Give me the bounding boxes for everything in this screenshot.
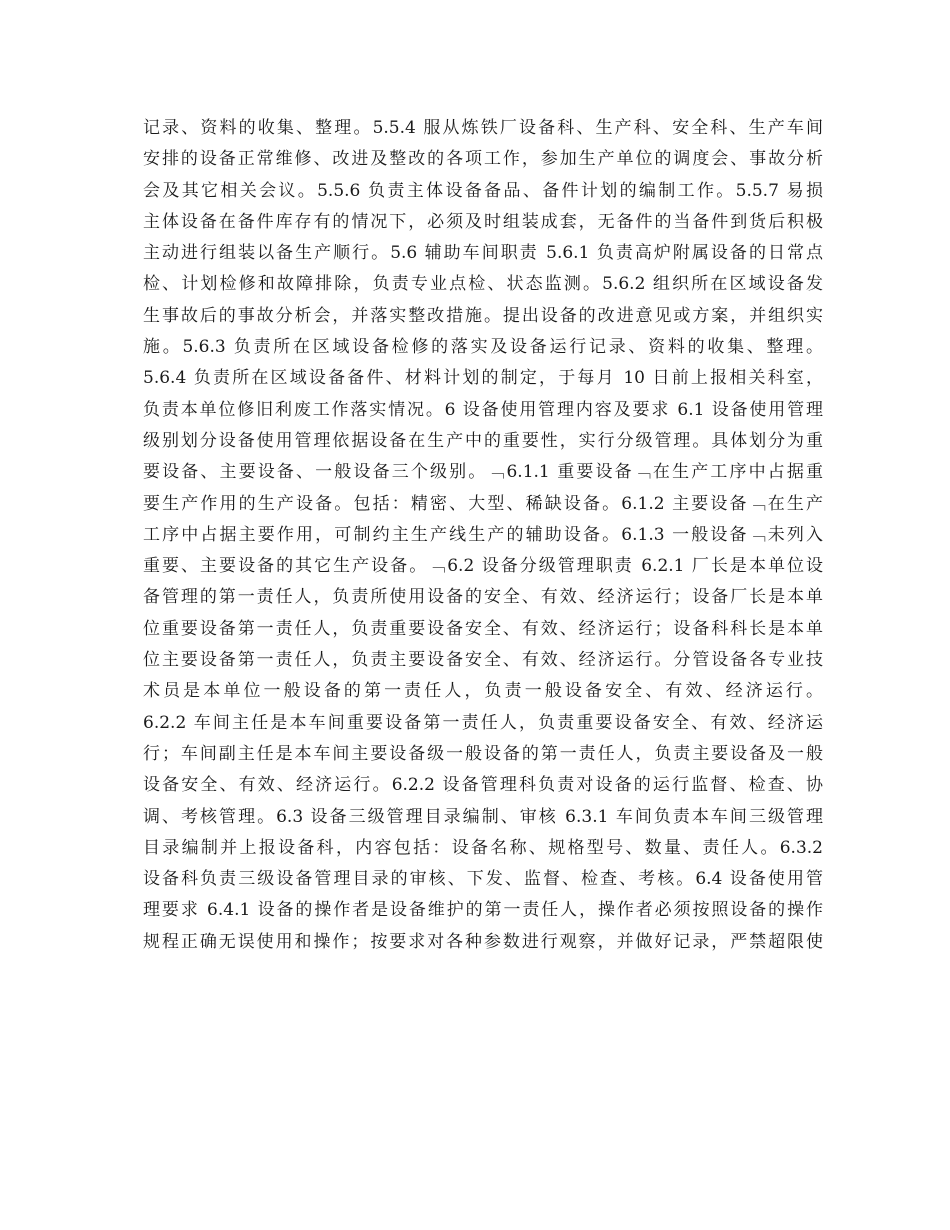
text-line: 检、计划检修和故障排除，负责专业点检、状态监测。5.6.2 组织所在区域设备发 xyxy=(143,274,823,295)
text-line: 设备科负责三级设备管理目录的审核、下发、监督、检查、考核。6.4 设备使用管 xyxy=(143,869,823,890)
text-line: 要生产作用的生产设备。包括：精密、大型、稀缺设备。6.1.2 主要设备﹁在生产 xyxy=(143,493,823,514)
document-body xyxy=(143,113,823,958)
text-line: 工序中占据主要作用，可制约主生产线生产的辅助设备。6.1.3 一般设备﹁未列入 xyxy=(143,524,823,545)
text-line: 重要、主要设备的其它生产设备。﹁6.2 设备分级管理职责 6.2.1 厂长是本单位设 xyxy=(143,556,823,577)
text-line: 施。5.6.3 负责所在区域设备检修的落实及设备运行记录、资料的收集、整理。 xyxy=(143,337,823,358)
text-line: 位重要设备第一责任人，负责重要设备安全、有效、经济运行；设备科科长是本单 xyxy=(143,618,823,639)
text-line: 调、考核管理。6.3 设备三级管理目录编制、审核 6.3.1 车间负责本车间三级管理 xyxy=(143,806,823,827)
text-line: 设备安全、有效、经济运行。6.2.2 设备管理科负责对设备的运行监督、检查、协 xyxy=(143,775,823,796)
text-line: 术员是本单位一般设备的第一责任人，负责一般设备安全、有效、经济运行。 xyxy=(143,681,823,702)
text-line: 主体设备在备件库存有的情况下，必须及时组装成套，无备件的当备件到货后积极 xyxy=(143,211,823,232)
text-line: 要设备、主要设备、一般设备三个级别。﹁6.1.1 重要设备﹁在生产工序中占据重 xyxy=(143,462,823,483)
text-line: 安排的设备正常维修、改进及整改的各项工作，参加生产单位的调度会、事故分析 xyxy=(143,149,823,170)
text-line: 位主要设备第一责任人，负责主要设备安全、有效、经济运行。分管设备各专业技 xyxy=(143,650,823,671)
text-line: 行；车间副主任是本车间主要设备级一般设备的第一责任人，负责主要设备及一般 xyxy=(143,743,823,764)
text-line: 5.6.4 负责所在区域设备备件、材料计划的制定，于每月 10 日前上报相关科室， xyxy=(143,368,823,389)
text-line: 6.2.2 车间主任是本车间重要设备第一责任人，负责重要设备安全、有效、经济运 xyxy=(143,712,823,733)
text-line: 负责本单位修旧利废工作落实情况。6 设备使用管理内容及要求 6.1 设备使用管理 xyxy=(143,399,823,420)
text-line: 级别划分设备使用管理依据设备在生产中的重要性，实行分级管理。具体划分为重 xyxy=(143,430,823,451)
text-line: 规程正确无误使用和操作；按要求对各种参数进行观察，并做好记录，严禁超限使 xyxy=(143,931,823,952)
text-line: 理要求 6.4.1 设备的操作者是设备维护的第一责任人，操作者必须按照设备的操作 xyxy=(143,900,823,921)
text-line: 主动进行组装以备生产顺行。5.6 辅助车间职责 5.6.1 负责高炉附属设备的日常点 xyxy=(143,243,823,264)
text-line: 会及其它相关会议。5.5.6 负责主体设备备品、备件计划的编制工作。5.5.7 易损 xyxy=(143,180,823,201)
text-line: 记录、资料的收集、整理。5.5.4 服从炼铁厂设备科、生产科、安全科、生产车间 xyxy=(143,118,823,138)
text-line: 目录编制并上报设备科，内容包括：设备名称、规格型号、数量、责任人。6.3.2 xyxy=(143,837,823,858)
text-line: 备管理的第一责任人，负责所使用设备的安全、有效、经济运行；设备厂长是本单 xyxy=(143,587,823,608)
text-line: 生事故后的事故分析会，并落实整改措施。提出设备的改进意见或方案，并组织实 xyxy=(143,305,823,326)
